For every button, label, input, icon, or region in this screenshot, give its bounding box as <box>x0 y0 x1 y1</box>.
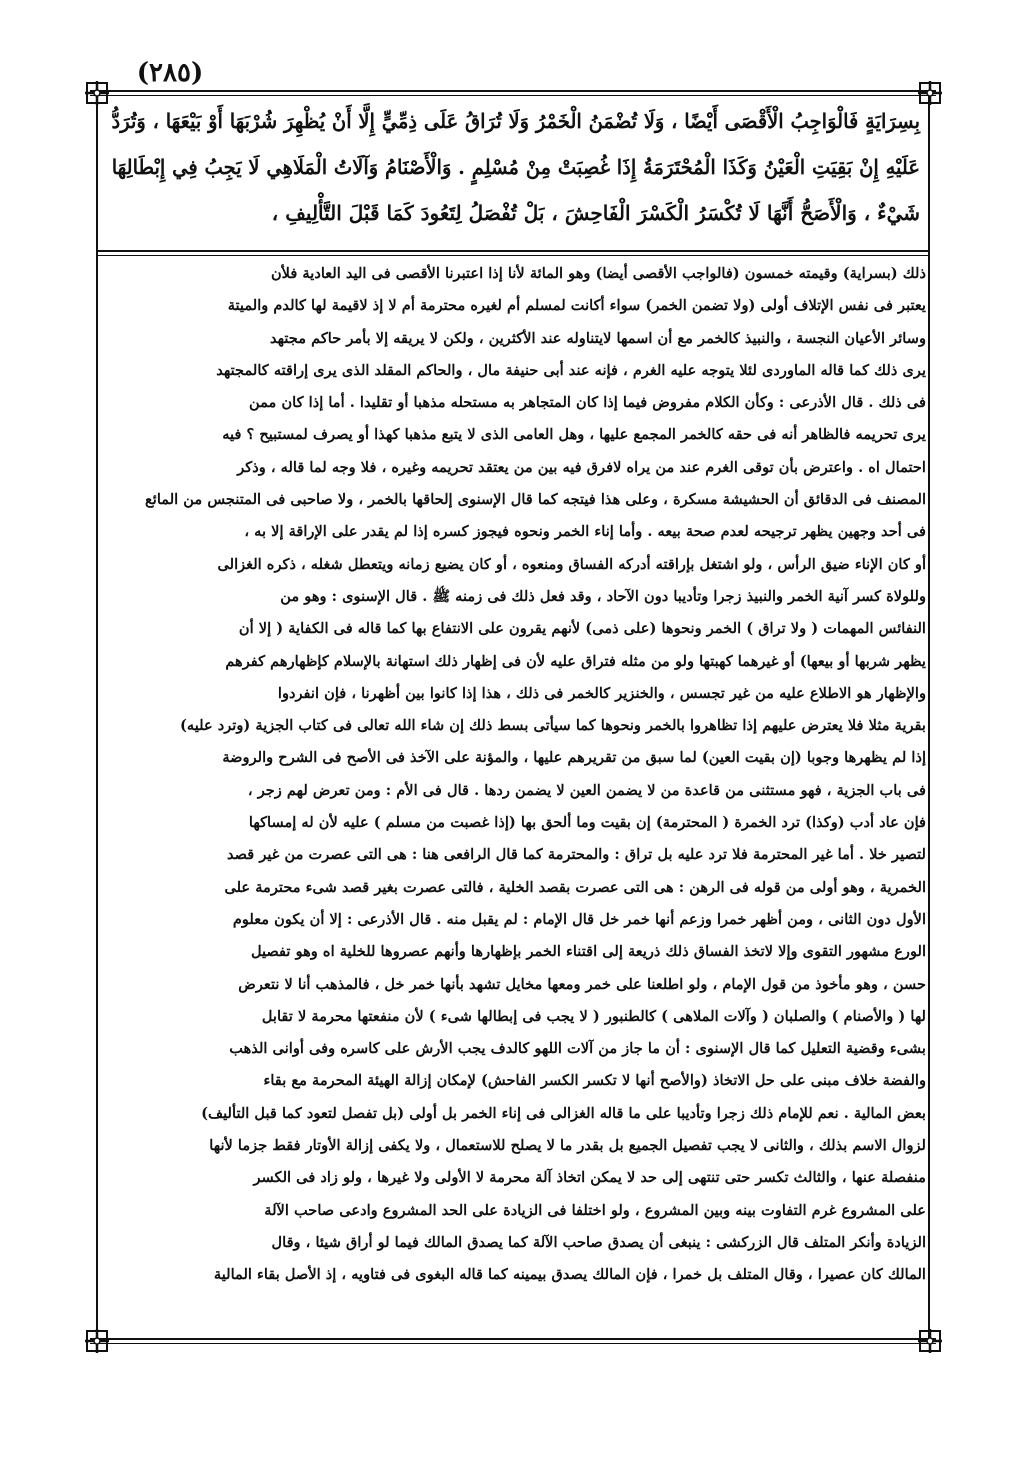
sharh-line: لتصير خلا . أما غير المحترمة فلا ترد عليه بل تراق : والمحترمة كما قال الرافعى هنا : هى التى عصرت من غير قصد <box>226 846 926 864</box>
sharh-line: لزوال الاسم بذلك ، والثانى لا يجب تفصيل الجميع بل بقدر ما لا يصلح للاستعمال ، ولا يكفى إزالة الأوتار فقط جزما لأنها <box>209 1137 926 1155</box>
sharh-line: حسن ، وهو مأخوذ من قول الإمام ، ولو اطلعنا على خمر ومعها مخايل تشهد بأنها خمر خل ، فالمذهب أنا لا نتعرض <box>238 975 926 993</box>
sharh-line: المالك كان عصيرا ، وقال المتلف بل خمرا ، فإن المالك يصدق بيمينه كما قاله البغوى فى فتاويه ، إذ الأصل بقاء المالية <box>213 1266 926 1284</box>
sharh-line: إذا لم يظهرها وجوبا (إن بقيت العين) لما سبق من تقريرهم عليها ، والمؤنة على الآخذ فى الأصح فى الشرح والروضة <box>222 749 926 767</box>
corner-ornament-bottom-left-icon <box>84 1328 110 1354</box>
sharh-line: يرى تحريمه فالظاهر أنه فى حقه كالخمر المجمع عليها ، وهل العامى الذى لا يتبع مذهبا كهذا أو يصرف لمستبيح ؟ فيه <box>222 426 926 444</box>
corner-ornament-top-right-icon <box>917 80 943 106</box>
sharh-line: احتمال اه . واعترض بأن توقى الغرم عند من يراه لافرق فيه بين من يعتقد تحريمه وغيره ، فلا وجه لما قاله ، وذكر <box>237 458 926 476</box>
sharh-line: وسائر الأعيان النجسة ، والنبيذ كالخمر مع أن اسمها لايتناوله عند الأكثرين ، ولكن لا يريقه إلا بأمر حاكم مجتهد <box>270 329 926 347</box>
matn-line: عَلَيْهِ إِنْ بَقِيَتِ الْعَيْنُ وَكَذَا الْمُحْتَرَمَةُ إِذَا غُصِبَتْ مِنْ مُسْلِمٍ . وَالْأَصْنَامُ وَآلَاتُ الْمَلَاهِي لَا يَجِبُ فِي إِبْطَالِهَا <box>111 155 921 179</box>
sharh-line: فى ذلك . قال الأذرعى : وكأن الكلام مفروض فيما إذا كان المتجاهر به مستحله مذهبا أو تقليدا . أما إذا كان ممن <box>249 394 926 412</box>
sharh-line: بعض المالية . نعم للإمام ذلك زجرا وتأديبا على ما قاله الغزالى فى إناء الخمر بل أولى (بل تفصل لتعود كما قبل التأليف) <box>201 1104 926 1122</box>
sharh-line: الزيادة وأنكر المتلف قال الزركشى : ينبغى أن يصدق صاحب الآلة كما يصدق المالك فيما لو أراق شيئا ، وقال <box>271 1233 926 1251</box>
sharh-line: بشىء وقضية التعليل كما قال الإسنوى : أن ما جاز من آلات اللهو كالدف يجب الأرش على كاسره وفى أوانى الذهب <box>229 1040 926 1058</box>
frame-right-rule <box>928 92 930 1342</box>
sharh-line: على المشروع غرم التفاوت بينه وبين المشروع ، ولو اختلفا فى الزيادة على الحد المشروع وادعى صاحب الآلة <box>264 1201 926 1219</box>
sharh-line: أو كان الإناء ضيق الرأس ، ولو اشتغل بإراقته أدركه الفساق ومنعوه ، أو كان يضيع زمانه ويتعطل شغله ، ذكره الغزالى <box>217 555 926 573</box>
matn-text-block <box>112 98 920 236</box>
corner-ornament-top-left-icon <box>84 80 110 106</box>
sharh-line: وللولاة كسر آنية الخمر والنبيذ زجرا وتأديبا دون الآحاد ، وقد فعل ذلك فى زمنه ﷺ . قال الإسنوى : وهو من <box>280 587 926 605</box>
sharh-text-block <box>100 258 926 1328</box>
page-number: (٢٨٥) <box>136 58 204 88</box>
sharh-line: منفصلة عنها ، والثالث تكسر حتى تنتهى إلى حد لا يمكن اتخاذ آلة محرمة لا الأولى ولا غيرها ، ولو زاد فى الكسر <box>253 1169 926 1187</box>
sharh-line: يعتبر فى نفس الإتلاف أولى (ولا تضمن الخمر) سواء أكانت لمسلم أم لغيره محترمة أم لا إذ لاقيمة لها كالدم والميتة <box>227 297 926 315</box>
frame-left-rule <box>96 92 98 1342</box>
sharh-line: بقرية مثلا فلا يعترض عليهم إذا تظاهروا بالخمر ونحوها كما سيأتى بسط ذلك إن شاء الله تعالى فى كتاب الجزية (وترد عليه) <box>180 717 926 735</box>
sharh-line: لها ( والأصنام ) والصلبان ( وآلات الملاهى ) كالطنبور ( لا يجب فى إبطالها شىء ) لأن منفعتها محرمة لا تقابل <box>261 1007 926 1025</box>
matn-line: بِسِرَايَةٍ فَالْوَاجِبُ الْأَقْصَى أَيْضًا ، وَلَا تُضْمَنُ الْخَمْرُ وَلَا تُرَاقُ عَلَى ذِمِّيٍّ إِلَّا أَنْ يُظْهِرَ شُرْبَهَا أَوْ بَيْعَهَا ، وَتُرَدُّ <box>111 109 921 133</box>
sharh-line: النفائس المهمات ( ولا تراق ) الخمر ونحوها (على ذمى) لأنهم يقرون على الانتفاع بها كما قاله فى الكفاية ( إلا أن <box>238 620 926 638</box>
sharh-line: الورع مشهور التقوى وإلا لاتخذ الفساق ذلك ذريعة إلى اقتناء الخمر بإظهارها وأنهم عصروها للخلية اه وهو تفصيل <box>250 943 926 961</box>
matn-divider <box>96 250 930 252</box>
frame-top-rule-inner <box>90 95 936 96</box>
sharh-line: ذلك (بسراية) وقيمته خمسون (فالواجب الأقصى أيضا) وهو المائة لأنا إذا اعتبرنا الأقصى فى اليد العادية فلأن <box>270 265 926 282</box>
frame-top-rule <box>90 90 936 92</box>
sharh-line: المصنف فى الدقائق أن الحشيشة مسكرة ، وعلى هذا فيتجه كما قال الإسنوى إلحاقها بالخمر ، ولا صاحبى فى المتنجس من المائع <box>145 491 926 509</box>
frame-bottom-rule-inner <box>90 1343 936 1344</box>
matn-line: شَيْءٌ ، وَالْأَصَحُّ أَنَّهَا لَا تُكْسَرُ الْكَسْرَ الْفَاحِشَ ، بَلْ تُفْصَلُ لِتَعُودَ كَمَا قَبْلَ التَّأْلِيفِ ، <box>271 201 920 225</box>
sharh-line: يظهر شربها أو بيعها) أو غيرهما كهبتها ولو من مثله فتراق عليه لأن فى إظهار ذلك استهانة بالإسلام كإظهارهم كفرهم <box>225 652 926 670</box>
sharh-line: والفضة خلاف مبنى على حل الاتخاذ (والأصح أنها لا تكسر الكسر الفاحش) لإمكان إزالة الهيئة المحرمة مع بقاء <box>263 1072 926 1090</box>
sharh-line: فى باب الجزية ، فهو مستثنى من قاعدة من لا يضمن العين لا يضمن ردها . قال فى الأم : ومن تعرض لهم زجر ، <box>247 781 926 799</box>
corner-ornament-bottom-right-icon <box>917 1328 943 1354</box>
sharh-line: فى أحد وجهين يظهر ترجيحه لعدم صحة بيعه . وأما إناء الخمر ونحوه فيجوز كسره إذا لم يقدر على الإراقة إلا به ، <box>244 523 926 541</box>
sharh-line: الخمرية ، وهو أولى من قوله فى الرهن : هى التى عصرت بقصد الخلية ، فالتى عصرت بغير قصد شىء محترمة على <box>224 878 926 896</box>
matn-divider-inner <box>96 255 930 256</box>
sharh-line: فإن عاد أدب (وكذا) ترد الخمرة ( المحترمة) إن بقيت وما ألحق بها (إذا غصبت من مسلم ) عليه لأن له إمساكها <box>248 814 926 832</box>
sharh-line: يرى ذلك كما قاله الماوردى لئلا يتوجه عليه الغرم ، فإنه عند أبى حنيفة مال ، والحاكم المقلد الذى يرى إراقته كالمجتهد <box>216 361 926 379</box>
sharh-line: والإظهار هو الاطلاع عليه من غير تجسس ، والخنزير كالخمر فى ذلك ، هذا إذا كانوا بين أظهرنا ، فإن انفردوا <box>277 684 926 702</box>
frame-bottom-rule <box>90 1338 936 1340</box>
sharh-line: الأول دون الثانى ، ومن أظهر خمرا وزعم أنها خمر خل قال الإمام : لم يقبل منه . قال الأذرعى : إلا أن يكون معلوم <box>232 910 926 928</box>
